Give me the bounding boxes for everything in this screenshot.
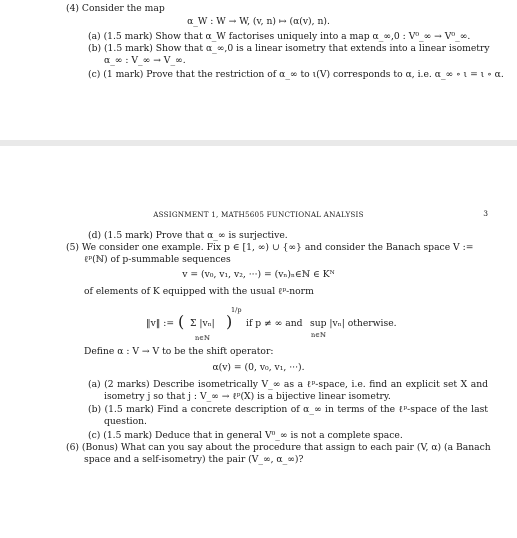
- question-4b-continued: α_∞ : V_∞ → V_∞.: [104, 55, 186, 66]
- question-5a-line-1: (a) (2 marks) Describe isometrically V_∞ as a ℓᵖ-space, i.e. find an explicit set X and: [88, 379, 488, 390]
- question-5b-line-2: question.: [104, 416, 147, 427]
- question-4-formula: α_W : W → W, (v, n) ↦ (α(v), n).: [187, 16, 330, 27]
- norm-sum: Σ |vₙ|: [190, 318, 215, 329]
- question-4b: (b) (1.5 mark) Show that α_∞,0 is a linear isometry that extends into a linear isometry: [88, 43, 490, 54]
- norm-sup: sup |vₙ| otherwise.: [310, 318, 397, 329]
- page-fragment-top: [0, 0, 517, 140]
- question-4c: (c) (1 mark) Prove that the restriction of α_∞ to ι(V) corresponds to α, i.e. α_∞ ∘ ι = ι ∘ α.: [88, 69, 504, 80]
- question-4d: (d) (1.5 mark) Prove that α_∞ is surjective.: [88, 230, 288, 241]
- left-paren: (: [178, 312, 185, 331]
- norm-exponent: 1/p: [231, 306, 242, 314]
- question-6-line-1: (6) (Bonus) What can you say about the procedure that assign to each pair (V, α) (a Banach: [66, 442, 491, 453]
- question-4-heading: (4) Consider the map: [66, 3, 165, 14]
- norm-condition: if p ≠ ∞ and: [246, 318, 303, 329]
- question-5b-line-1: (b) (1.5 mark) Find a concrete description of α_∞ in terms of the ℓᵖ-space of the last: [88, 404, 488, 415]
- question-5-line-2: ℓᵖ(ℕ) of p-summable sequences: [84, 254, 231, 265]
- question-6-line-2: space and a self-isometry) the pair (V_∞, α_∞)?: [84, 454, 304, 465]
- running-header: ASSIGNMENT 1, MATH5605 FUNCTIONAL ANALYSIS: [153, 210, 364, 219]
- question-5a-line-2: isometry j so that j : V_∞ → ℓᵖ(X) is a bijective linear isometry.: [104, 391, 391, 402]
- page-number: 3: [483, 209, 488, 218]
- question-5-line-3: of elements of K equipped with the usual ℓᵖ-norm: [84, 286, 314, 297]
- right-paren: ): [226, 312, 233, 331]
- page-3: [0, 146, 517, 538]
- shift-formula: α(v) = (0, v₀, v₁, ···).: [212, 362, 305, 373]
- question-4a: (a) (1.5 mark) Show that α_W factorises uniquely into a map α_∞,0 : V⁰_∞ → V⁰_∞.: [88, 31, 471, 42]
- question-5-line-1: (5) We consider one example. Fix p ∈ [1, ∞) ∪ {∞} and consider the Banach space V :=: [66, 242, 474, 253]
- norm-lhs: ‖v‖ :=: [146, 318, 175, 329]
- shift-definition: Define α : V → V to be the shift operator:: [84, 346, 274, 357]
- sup-subscript: n∈ℕ: [311, 331, 326, 339]
- sequence-definition: v = (v₀, v₁, v₂, ···) = (vₙ)ₙ∈ℕ ∈ Kᴺ: [182, 269, 335, 280]
- sum-subscript: n∈ℕ: [195, 334, 210, 342]
- question-5c: (c) (1.5 mark) Deduce that in general V⁰_∞ is not a complete space.: [88, 430, 403, 441]
